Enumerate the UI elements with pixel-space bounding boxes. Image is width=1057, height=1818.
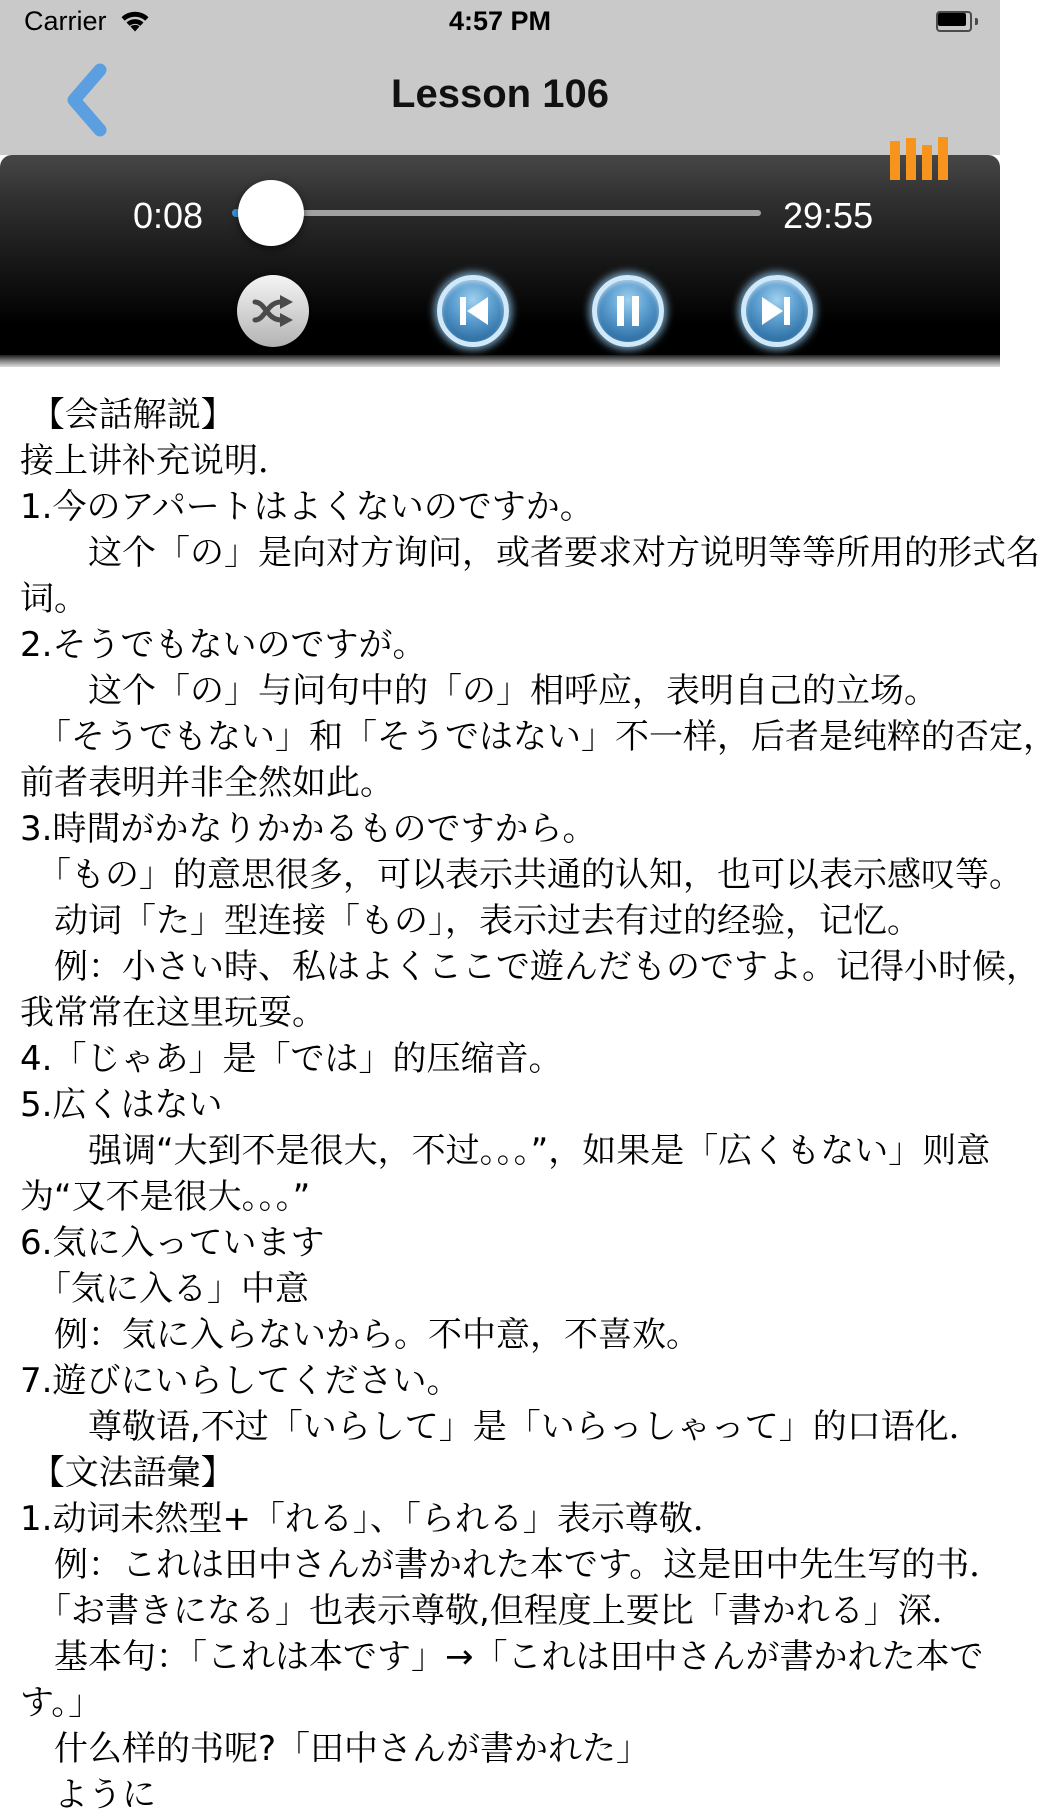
pause-button[interactable] — [592, 275, 664, 347]
playlist-button[interactable] — [890, 128, 960, 180]
elapsed-time: 0:08 — [133, 195, 204, 236]
text-line: 强调“大到不是很大，不过。。。”，如果是「広くもない」则意 — [20, 1131, 991, 1171]
text-line: 尊敬语,不过「いらして」是「いらっしゃって」的口语化． — [20, 1407, 983, 1447]
text-line: 【会話解説】 — [20, 395, 235, 435]
text-line: 「もの」的意思很多，可以表示共通的认知，也可以表示感叹等。 — [20, 855, 1023, 895]
back-button[interactable] — [58, 62, 118, 138]
player-bottom-edge — [0, 355, 1000, 367]
text-line: 这个「の」是向对方询问，或者要求对方说明等等所用的形式名 — [20, 533, 1040, 573]
text-line: 前者表明并非全然如此。 — [20, 763, 394, 803]
seek-slider[interactable] — [240, 210, 761, 216]
text-line: 我常常在这里玩耍。 — [20, 993, 326, 1033]
text-line: 4.「じゃあ」是「では」的压缩音。 — [20, 1039, 563, 1079]
text-line: 这个「の」与问句中的「の」相呼应，表明自己的立场。 — [20, 671, 938, 711]
seek-thumb[interactable] — [238, 180, 304, 246]
text-line: 例：小さい時、私はよくここで遊んだものですよ。记得小时候， — [20, 947, 1040, 987]
text-line: 1.今のアパートはよくないのですか。 — [20, 487, 594, 527]
text-line: 【文法語彙】 — [20, 1453, 235, 1493]
text-line: 例：これは田中さんが書かれた本です。这是田中先生写的书． — [20, 1545, 1004, 1585]
text-line: 词。 — [20, 579, 88, 619]
next-track-button[interactable] — [741, 275, 813, 347]
text-line: ように — [20, 1775, 156, 1815]
lesson-text — [0, 392, 1057, 1815]
text-line: 「気に入る」中意 — [20, 1269, 309, 1309]
text-line: 3.時間がかなりかかるものですから。 — [20, 809, 597, 849]
text-line: 1.动词未然型+「れる」、「られる」表示尊敬． — [20, 1499, 727, 1539]
text-line: 「お書きになる」也表示尊敬,但程度上要比「書かれる」深． — [20, 1591, 966, 1631]
text-line: 基本句：「これは本です」→「これは田中さんが書かれた本で — [20, 1637, 984, 1677]
text-line: 接上讲补充说明． — [20, 441, 292, 481]
text-line: 为“又不是很大。。。” — [20, 1177, 311, 1217]
battery-icon — [936, 11, 978, 32]
equalizer-bars-icon — [890, 137, 948, 180]
text-line: 7.遊びにいらしてください。 — [20, 1361, 461, 1401]
text-line: 6.気に入っています — [20, 1223, 325, 1263]
shuffle-button[interactable] — [237, 275, 309, 347]
total-time: 29:55 — [783, 195, 874, 236]
carrier-label: Carrier — [24, 6, 107, 36]
status-time: 4:57 PM — [448, 6, 552, 36]
page-title: Lesson 106 — [391, 72, 609, 116]
nav-bar — [0, 44, 1000, 155]
previous-track-button[interactable] — [437, 275, 509, 347]
text-line: す。」 — [20, 1683, 103, 1723]
back-chevron-icon — [58, 125, 118, 142]
text-line: 例：気に入らないから。不中意，不喜欢。 — [20, 1315, 700, 1355]
text-line: 5.広くはない — [20, 1085, 223, 1125]
status-bar — [0, 0, 1000, 44]
text-line: 2.そうでもないのですが。 — [20, 625, 427, 665]
text-line: 「そうでもない」和「そうではない」不一样，后者是纯粹的否定， — [20, 717, 1057, 757]
text-line: 动词「た」型连接「もの」，表示过去有过的经验，记忆。 — [20, 901, 921, 941]
text-line: 什么样的书呢?「田中さんが書かれた」 — [20, 1729, 651, 1769]
audio-player — [0, 155, 1000, 355]
